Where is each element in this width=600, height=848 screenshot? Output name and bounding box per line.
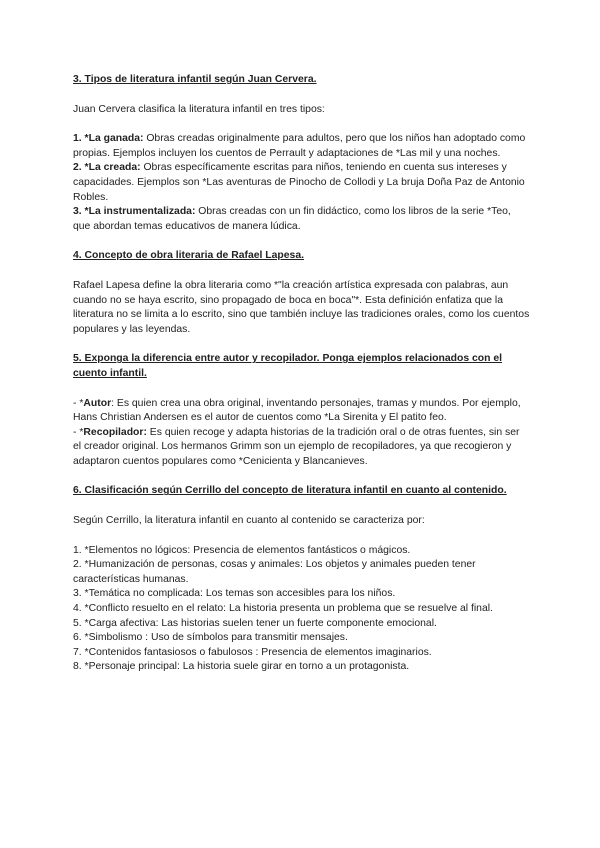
item-label: 2. *La creada:: [73, 162, 141, 174]
section3-heading: 3. Tipos de literatura infantil según Juan Cervera.: [73, 74, 317, 85]
section4-body: Rafael Lapesa define la obra literaria como *"la creación artística expresada con palabras, aun cuando no se haya escrito, sino propagado de boca en boca"*. Esta definición enfatiza que la literatura no se limita a lo escrito, sino que también incluye las tradiciones orales, como los cuentos populares y las leyendas.: [73, 279, 530, 335]
section6-item: 2. *Humanización de personas, cosas y animales: Los objetos y animales pueden tener características humanas.: [73, 559, 476, 585]
item-text: Obras creadas originalmente para adultos, pero que los niños han adoptado como propias. Ejemplos incluyen los cuentos de Perrault y adaptaciones de *Las mil y una noches.: [73, 133, 526, 159]
item-text: Es quien recoge y adapta historias de la tradición oral o de otras fuentes, sin ser el creador original. Los hermanos Grimm son un ejemplo de recopiladores, ya que recogieron y adaptaron cuentos populares como *Cenicienta y Blancanieves.: [73, 426, 520, 467]
section6-intro: Según Cerrillo, la literatura infantil en cuanto al contenido se caracteriza por:: [73, 515, 425, 527]
section6-item: 8. *Personaje principal: La historia suele girar en torno a un protagonista.: [73, 661, 410, 673]
item-text: : Es quien crea una obra original, inventando personajes, tramas y mundos. Por ejemplo, Hans Christian Andersen es el autor de cuentos como *La Sirenita y El patito feo.: [73, 397, 521, 424]
item-prefix: - *: [73, 397, 84, 409]
section3-intro: Juan Cervera clasifica la literatura infantil en tres tipos:: [73, 103, 325, 115]
section6-item: 5. *Carga afectiva: Las historias suelen tener un fuerte componente emocional.: [73, 617, 437, 629]
section5-heading: 5. Exponga la diferencia entre autor y recopilador. Ponga ejemplos relacionados con el cuento infantil.: [73, 353, 503, 379]
item-prefix: - *: [73, 426, 84, 438]
item-label: 3. *La instrumentalizada:: [73, 206, 196, 218]
section3-item-2: [73, 161, 530, 205]
section6-item: 4. *Conflicto resuelto en el relato: La historia presenta un problema que se resuelve al final.: [73, 603, 493, 615]
section6-item: 7. *Contenidos fantasiosos o fabulosos : Presencia de elementos imaginarios.: [73, 646, 432, 658]
section6-item: 1. *Elementos no lógicos: Presencia de elementos fantásticos o mágicos.: [73, 544, 411, 556]
section6-item: 3. *Temática no complicada: Los temas son accesibles para los niños.: [73, 588, 396, 600]
section6-item: 6. *Simbolismo : Uso de símbolos para transmitir mensajes.: [73, 632, 348, 644]
item-label: 1. *La ganada:: [73, 133, 144, 145]
section6-heading: 6. Clasificación según Cerrillo del concepto de literatura infantil en cuanto al contenido.: [73, 485, 507, 497]
item-text: Obras específicamente escritas para niños, teniendo en cuenta sus intereses y capacidades. Ejemplos son *Las aventuras de Pinocho de Collodi y La bruja Doña Paz de Antonio Robles.: [73, 162, 525, 203]
section3-item-1: [73, 132, 530, 161]
item-label: Autor: [83, 397, 112, 409]
section5-item-autor: [73, 397, 530, 426]
item-text: Obras creadas con un fin didáctico, como los libros de la serie *Teo, que abordan temas educativos de manera lúdica.: [73, 206, 511, 232]
section4-heading: 4. Concepto de obra literaria de Rafael Lapesa.: [73, 250, 304, 262]
section5-item-recopilador: [73, 426, 530, 470]
section3-item-3: [73, 205, 530, 234]
item-label: Recopilador:: [83, 426, 147, 438]
